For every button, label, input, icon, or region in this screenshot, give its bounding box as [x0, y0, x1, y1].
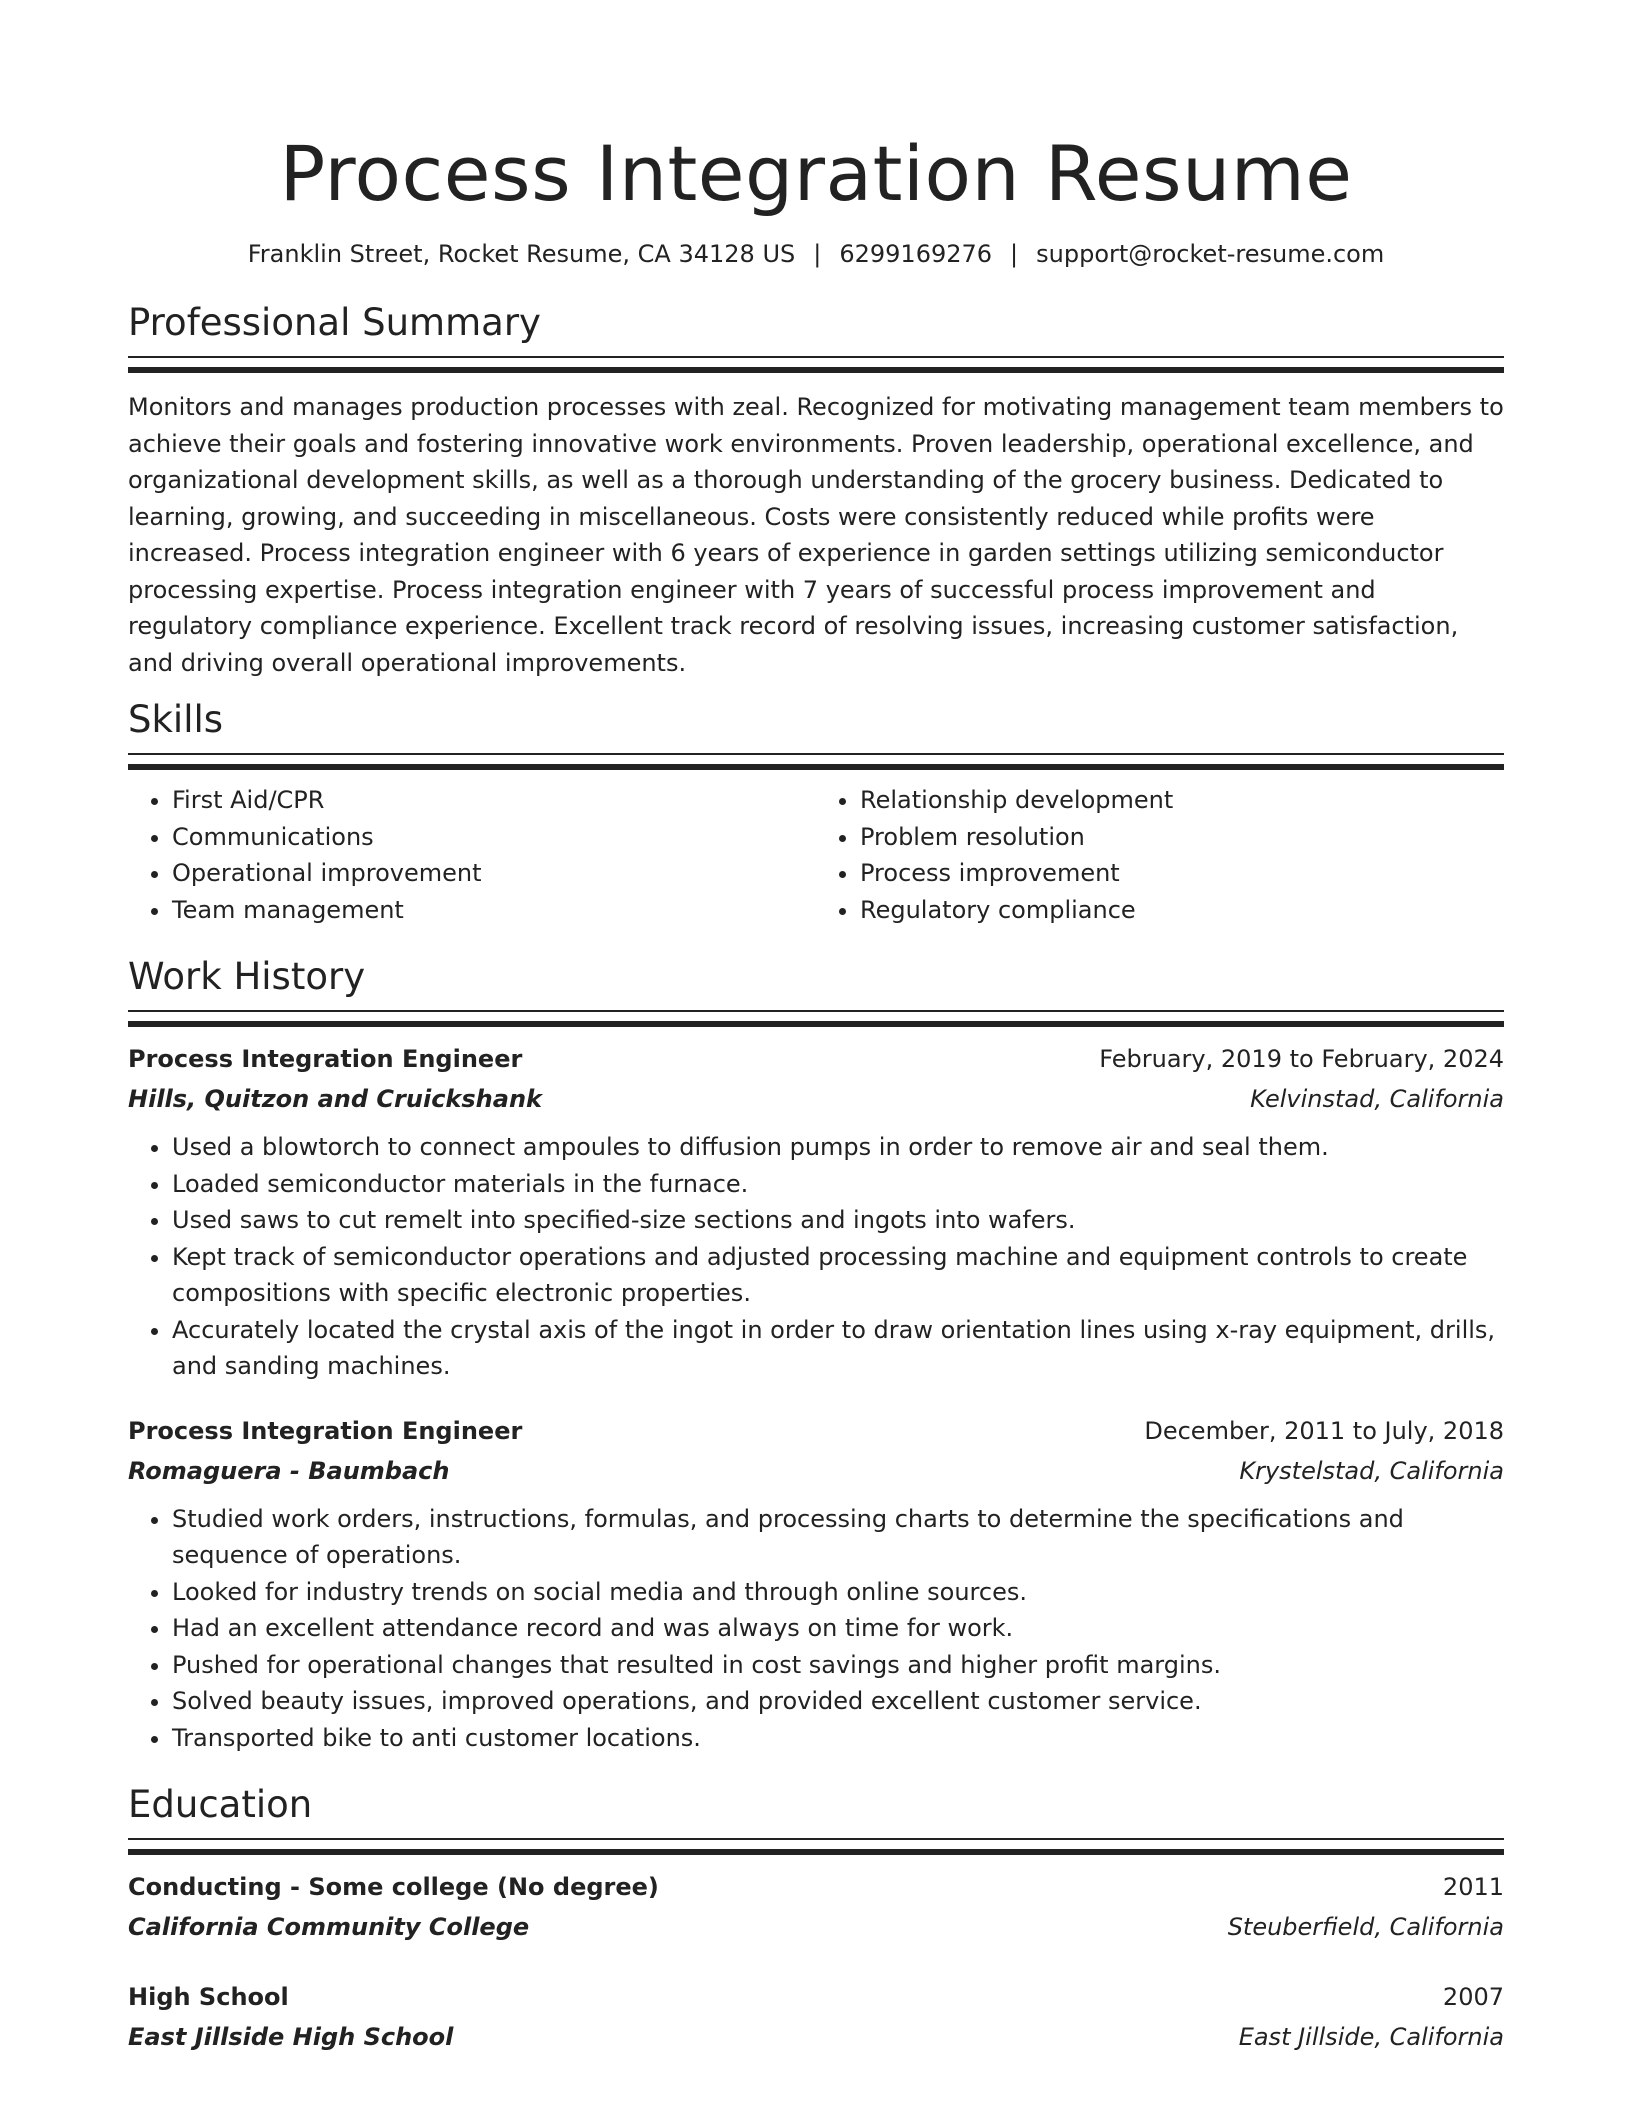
- summary-heading: Professional Summary: [128, 301, 541, 344]
- education-section: [128, 1780, 1504, 2057]
- skills-columns: [128, 782, 1504, 928]
- skills-section: [128, 695, 1504, 928]
- contact-line: [128, 236, 1504, 272]
- work-heading: Work History: [128, 955, 366, 998]
- skill-item: • First Aid/CPR: [172, 782, 816, 819]
- education-heading: Education: [128, 1783, 313, 1826]
- job-location: Kelvinstad, California: [1250, 1085, 1504, 1113]
- skills-heading: Skills: [128, 698, 224, 741]
- education-entry: [128, 1867, 1504, 1947]
- job-company-row: [128, 1079, 1504, 1119]
- education-degree: Conducting - Some college (No degree): [128, 1873, 659, 1901]
- job-dates: February, 2019 to February, 2024: [1099, 1045, 1504, 1073]
- education-year: 2007: [1442, 1983, 1504, 2011]
- job-company-row: [128, 1451, 1504, 1491]
- job-role: Process Integration Engineer: [128, 1416, 523, 1445]
- education-header-row: [128, 1977, 1504, 2017]
- skill-item: • Process improvement: [860, 855, 1504, 892]
- summary-section: [128, 298, 1504, 681]
- skills-column-left: [128, 782, 816, 928]
- job-bullets: [128, 1129, 1504, 1385]
- education-school: California Community College: [128, 1913, 530, 1941]
- job-dates: December, 2011 to July, 2018: [1144, 1416, 1504, 1445]
- education-header-row: [128, 1867, 1504, 1907]
- education-school-row: [128, 2017, 1504, 2057]
- job-header-row: [128, 1411, 1504, 1451]
- job-bullet: • Transported bike to anti customer locations.: [172, 1720, 1504, 1757]
- job-bullets: [128, 1501, 1504, 1757]
- section-divider: [128, 1838, 1504, 1855]
- job-entry: [128, 1411, 1504, 1757]
- contact-email: support@rocket-resume.com: [1036, 240, 1385, 268]
- job-entry: [128, 1039, 1504, 1385]
- contact-address: Franklin Street, Rocket Resume, CA 34128 US: [247, 240, 796, 268]
- education-school: East Jillside High School: [128, 2023, 454, 2051]
- skill-item: • Regulatory compliance: [860, 892, 1504, 929]
- job-company: Hills, Quitzon and Cruickshank: [128, 1085, 542, 1113]
- job-bullet: • Looked for industry trends on social media and through online sources.: [172, 1574, 1504, 1611]
- job-header-row: [128, 1039, 1504, 1079]
- skill-item: • Communications: [172, 819, 816, 856]
- job-bullet: • Accurately located the crystal axis of the ingot in order to draw orientation lines using x-ray equipment, drills, and sanding machines.: [172, 1312, 1504, 1385]
- education-year: 2011: [1442, 1873, 1504, 1901]
- job-bullet: • Used a blowtorch to connect ampoules to diffusion pumps in order to remove air and seal them.: [172, 1129, 1504, 1166]
- job-bullet: • Used saws to cut remelt into specified-size sections and ingots into wafers.: [172, 1202, 1504, 1239]
- skill-item: • Operational improvement: [172, 855, 816, 892]
- education-school-row: [128, 1907, 1504, 1947]
- education-location: Steuberfield, California: [1227, 1913, 1504, 1941]
- job-bullet: • Pushed for operational changes that resulted in cost savings and higher profit margins.: [172, 1647, 1504, 1684]
- contact-phone: 6299169276: [839, 240, 993, 268]
- summary-text: Monitors and manages production processes with zeal. Recognized for motivating management team members to achieve their goals and fostering innovative work environments. Proven leadership, operational excellence, and organizational development skills, as well as a thorough understanding of the grocery business. Dedicated to learning, growing, and succeeding in miscellaneous. Costs were consistently reduced while profits were increased. Process integration engineer with 6 years of experience in garden settings utilizing semiconductor processing expertise. Process integration engineer with 7 years of successful process improvement and regulatory compliance experience. Excellent track record of resolving issues, increasing customer satisfaction, and driving overall operational improvements.: [128, 393, 1504, 677]
- skills-column-right: [816, 782, 1504, 928]
- job-bullet: • Solved beauty issues, improved operations, and provided excellent customer service.: [172, 1683, 1504, 1720]
- skill-item: • Problem resolution: [860, 819, 1504, 856]
- job-company: Romaguera - Baumbach: [128, 1456, 450, 1485]
- education-degree: High School: [128, 1983, 289, 2011]
- job-bullet: • Kept track of semiconductor operations and adjusted processing machine and equipment controls to create compositions with specific electronic properties.: [172, 1239, 1504, 1312]
- job-bullet: • Had an excellent attendance record and was always on time for work.: [172, 1610, 1504, 1647]
- education-entry: [128, 1977, 1504, 2057]
- job-location: Krystelstad, California: [1239, 1456, 1504, 1485]
- section-divider: [128, 753, 1504, 770]
- contact-separator: |: [1010, 240, 1019, 268]
- section-divider: [128, 356, 1504, 373]
- skill-item: • Team management: [172, 892, 816, 929]
- work-section: [128, 952, 1504, 1756]
- job-bullet: • Studied work orders, instructions, formulas, and processing charts to determine the specifications and sequence of operations.: [172, 1501, 1504, 1574]
- contact-separator: |: [813, 240, 822, 268]
- job-bullet: • Loaded semiconductor materials in the furnace.: [172, 1166, 1504, 1203]
- resume-title: Process Integration Resume: [279, 129, 1353, 218]
- skill-item: • Relationship development: [860, 782, 1504, 819]
- education-location: East Jillside, California: [1238, 2023, 1504, 2051]
- job-role: Process Integration Engineer: [128, 1045, 523, 1073]
- section-divider: [128, 1010, 1504, 1027]
